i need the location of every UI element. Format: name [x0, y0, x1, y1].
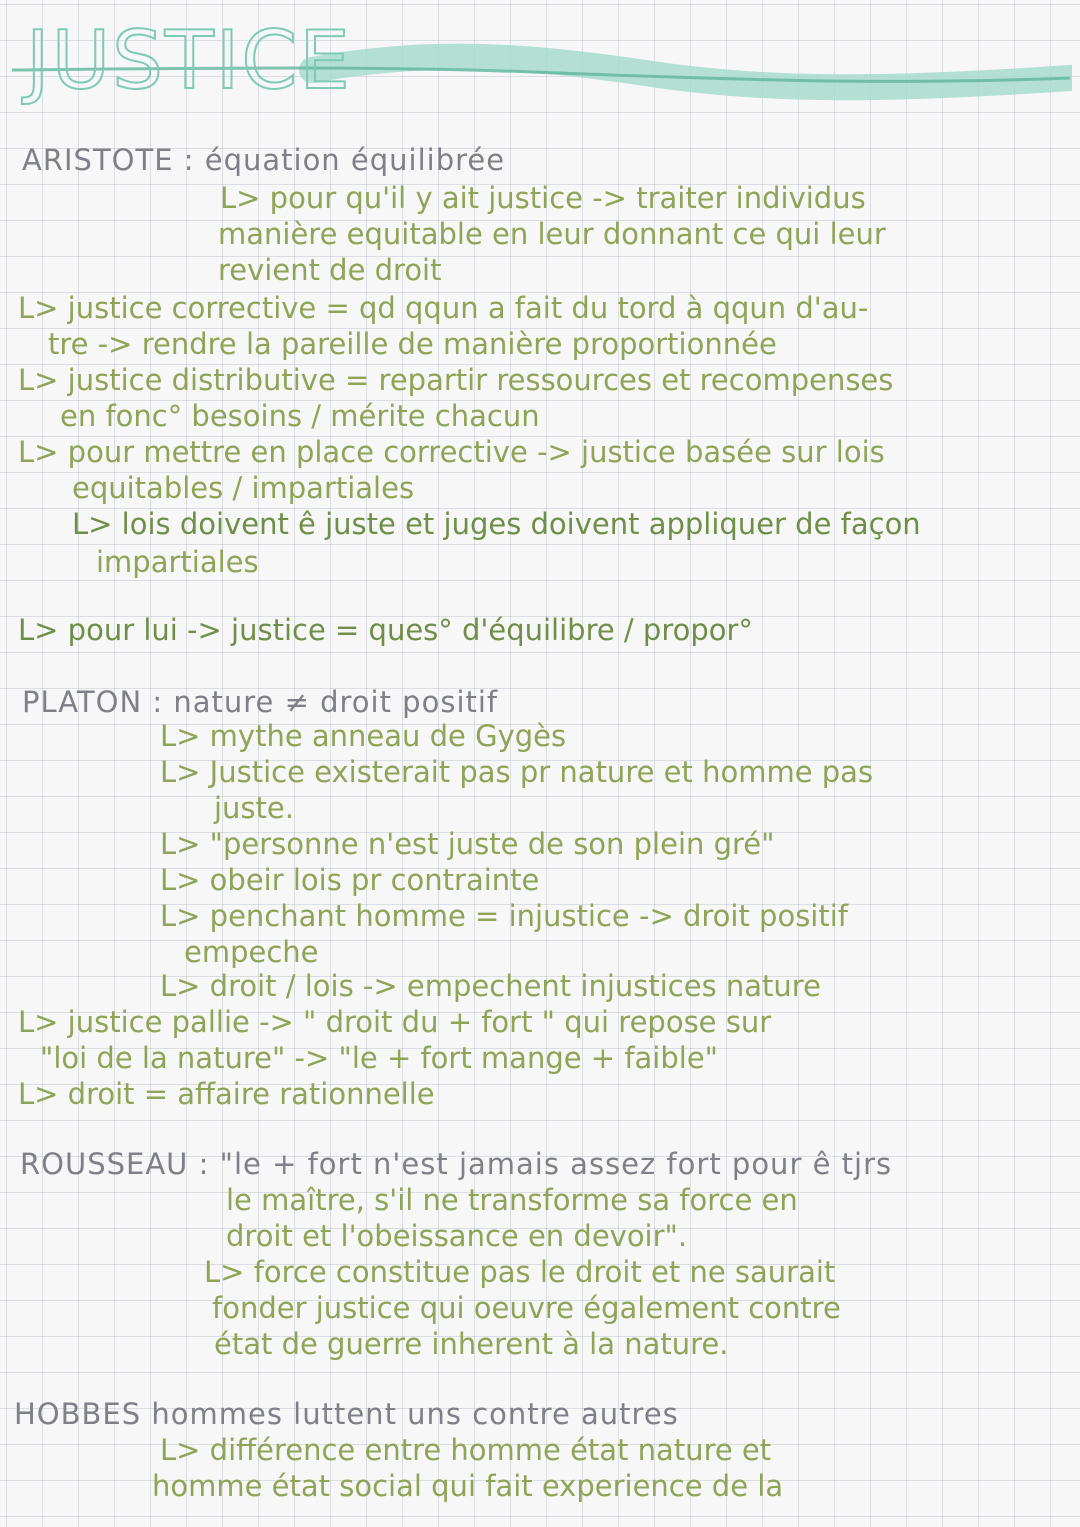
text-l12: impartiales	[96, 545, 259, 579]
text-l16: L> Justice existerait pas pr nature et homme pas	[160, 755, 874, 789]
text-l09: L> pour mettre en place corrective -> justice basée sur lois	[18, 435, 885, 469]
text-l24: "loi de la nature" -> "le + fort mange + faible"	[40, 1041, 719, 1075]
text-l11: L> lois doivent ê juste et juges doivent appliquer de façon	[72, 507, 921, 541]
text-l32: HOBBES hommes luttent uns contre autres	[14, 1397, 679, 1431]
text-l33: L> différence entre homme état nature et	[160, 1433, 772, 1467]
text-l34: homme état social qui fait experience de la	[152, 1469, 784, 1503]
text-l01: ARISTOTE : équation équilibrée	[22, 143, 506, 177]
text-l19: L> obeir lois pr contrainte	[160, 863, 540, 897]
text-l10: equitables / impartiales	[72, 471, 415, 505]
text-l14: PLATON : nature ≠ droit positif	[22, 685, 499, 719]
text-l05: L> justice corrective = qd qqun a fait du tord à qqun d'au-	[18, 291, 869, 325]
text-l13: L> pour lui -> justice = ques° d'équilibre / propor°	[18, 613, 753, 647]
text-l02: L> pour qu'il y ait justice -> traiter individus	[220, 181, 866, 215]
text-l17: juste.	[214, 791, 294, 825]
text-l22: L> droit / lois -> empechent injustices nature	[160, 969, 821, 1003]
text-l27: le maître, s'il ne transforme sa force en	[226, 1183, 798, 1217]
text-l15: L> mythe anneau de Gygès	[160, 719, 567, 753]
page-title: JUSTICE	[26, 14, 352, 107]
text-l26: ROUSSEAU : "le + fort n'est jamais assez fort pour ê tjrs	[20, 1147, 893, 1181]
text-l03: manière equitable en leur donnant ce qui leur	[218, 217, 886, 251]
text-l30: fonder justice qui oeuvre également contre	[212, 1291, 841, 1325]
text-l29: L> force constitue pas le droit et ne saurait	[204, 1255, 836, 1289]
text-l31: état de guerre inherent à la nature.	[214, 1327, 729, 1361]
text-l21: empeche	[184, 935, 319, 969]
text-l18: L> "personne n'est juste de son plein gré"	[160, 827, 775, 861]
text-l06: tre -> rendre la pareille de manière proportionnée	[48, 327, 777, 361]
title-banner	[12, 8, 1072, 108]
text-l07: L> justice distributive = repartir ressources et recompenses	[18, 363, 894, 397]
text-l04: revient de droit	[218, 253, 442, 287]
text-l20: L> penchant homme = injustice -> droit positif	[160, 899, 848, 933]
text-l23: L> justice pallie -> " droit du + fort " qui repose sur	[18, 1005, 772, 1039]
text-l28: droit et l'obeissance en devoir".	[226, 1219, 688, 1253]
text-l25: L> droit = affaire rationnelle	[18, 1077, 435, 1111]
text-l08: en fonc° besoins / mérite chacun	[60, 399, 540, 433]
